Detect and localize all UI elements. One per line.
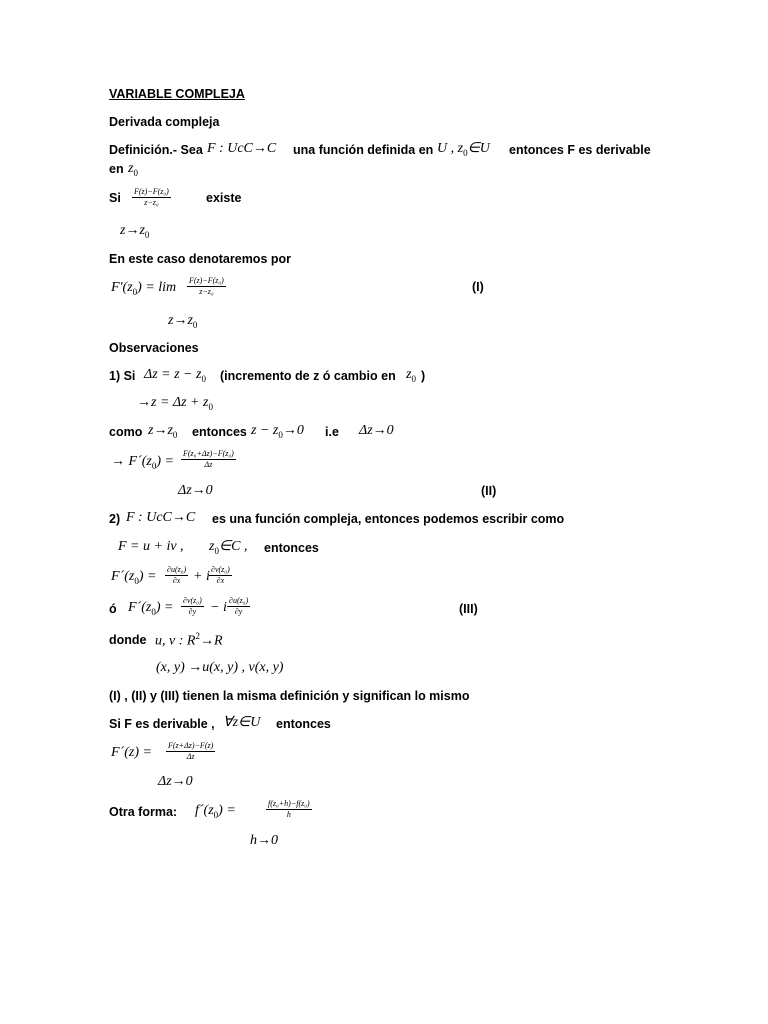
partial-u-x: $\frac{\text{∂u(z₀)}}{\partial x}$ (167, 565, 187, 585)
general-quotient: $\frac{F(z+\Delta z)-F(z)}{\Delta z}$ (168, 741, 214, 761)
donde-label: donde (109, 633, 147, 647)
denotation-text: En este caso denotaremos por (109, 252, 292, 266)
definition-text-2: entonces F es derivable (509, 143, 651, 157)
forall-expression: ∀z∈U (223, 715, 261, 730)
otra-forma-label: Otra forma: (109, 805, 178, 819)
delta-z-limit-3: Δz→0 (158, 774, 193, 789)
increment-quotient: $\frac{\text{F(z₀+Δz)−F(z₀)}}{\Delta z}$ (183, 449, 234, 469)
entonces-label: entonces (192, 425, 247, 439)
summary-text: (I) , (II) y (III) tienen la misma definición y significan lo mismo (109, 689, 470, 703)
plus-i: + i (193, 569, 210, 584)
delta-z-limit-2: Δz→0 (178, 483, 213, 498)
equation-tag-3: (III) (459, 602, 478, 616)
increment-text: (incremento de z ó cambio en (220, 369, 396, 383)
z0-expression-2: $z_0$ (406, 367, 416, 384)
existe-label: existe (206, 191, 242, 205)
z-expression: $\to z = \Delta z + z_0$ (137, 395, 213, 412)
uv-map-expression: u, v : $R^2\to R$ (155, 631, 223, 649)
z0-in-c-expression: $z_0\in C$ , (209, 539, 248, 556)
xy-map-expression: (x, y) →u(x, y) , v(x, y) (156, 660, 284, 675)
definition-text: una función definida en (293, 143, 434, 157)
como-label: como (109, 425, 143, 439)
z0-expression: $z_0$ (128, 161, 138, 178)
derivative-quotient: $\frac{\text{F(z)−F(z₀)}}{\text{z−z₀}}$ (189, 276, 224, 296)
h-quotient: $\frac{\text{f(z₀+h)−f(z₀)}}{h}$ (268, 799, 310, 819)
minus-i: − i (210, 600, 227, 615)
cauchy-riemann-lhs-1: $F´(z_0)$ = (111, 569, 157, 586)
observation-2-text: es una función compleja, entonces podemos escribir como (212, 512, 565, 526)
limit-expression: $z\to z_0$ (120, 223, 150, 240)
observation-2-prefix: 2) (109, 512, 121, 526)
derivative-lhs-4: $f´(z_0)$ = (195, 803, 236, 820)
cauchy-riemann-lhs-2: $F´(z_0)$ = (128, 600, 174, 617)
definition-label: Definición.- Sea (109, 143, 203, 157)
f-u-iv-expression: F = u + iv , (118, 539, 184, 554)
partial-v-y: $\frac{\text{∂v(z₀)}}{\partial y}$ (183, 596, 202, 616)
entonces-label-2: entonces (264, 541, 319, 555)
derivative-lhs-2: → $F´(z_0)$ = (111, 454, 174, 471)
equation-tag-2: (II) (481, 484, 497, 498)
si-label: Si (109, 191, 121, 205)
observation-1-prefix: 1) Si (109, 369, 136, 383)
ie-label: i.e (325, 425, 339, 439)
difference-quotient: $\frac{\text{F(z)−F(z₀)}}{\text{z−z₀}}$ (134, 187, 169, 207)
partial-u-y: $\frac{\text{∂u(z₀)}}{\partial y}$ (229, 596, 249, 616)
definition-text-3: en (109, 162, 124, 176)
close-paren: ) (421, 369, 426, 383)
delta-z-limit: Δz→0 (359, 423, 394, 438)
partial-v-x: $\frac{\text{∂v(z₀)}}{\partial x}$ (211, 565, 230, 585)
derivative-lhs: $F'(z_0) = \lim$ (111, 280, 177, 297)
como-math: $z\to z_0$ (148, 423, 178, 440)
map-expression-2: F : UcC→C (126, 510, 196, 525)
si-f-text: Si F es derivable , (109, 717, 215, 731)
derivative-lhs-3: F´(z) = (111, 745, 152, 760)
observations-heading: Observaciones (109, 341, 199, 355)
increment-expression: $\Delta z = z - z_0$ (144, 367, 206, 384)
limit-expression-2: $z\to z_0$ (168, 313, 198, 330)
page-title: VARIABLE COMPLEJA (109, 87, 245, 101)
o-label: ó (109, 602, 117, 616)
set-expression: U , $z_0\in U$ (437, 141, 490, 158)
difference-expression: $z - z_0\to 0$ (251, 423, 304, 440)
equation-tag-1: (I) (472, 280, 484, 294)
h-limit: h→0 (250, 833, 278, 848)
map-expression: F : UcC→C (207, 141, 277, 156)
section-heading: Derivada compleja (109, 115, 220, 129)
entonces-label-3: entonces (276, 717, 331, 731)
